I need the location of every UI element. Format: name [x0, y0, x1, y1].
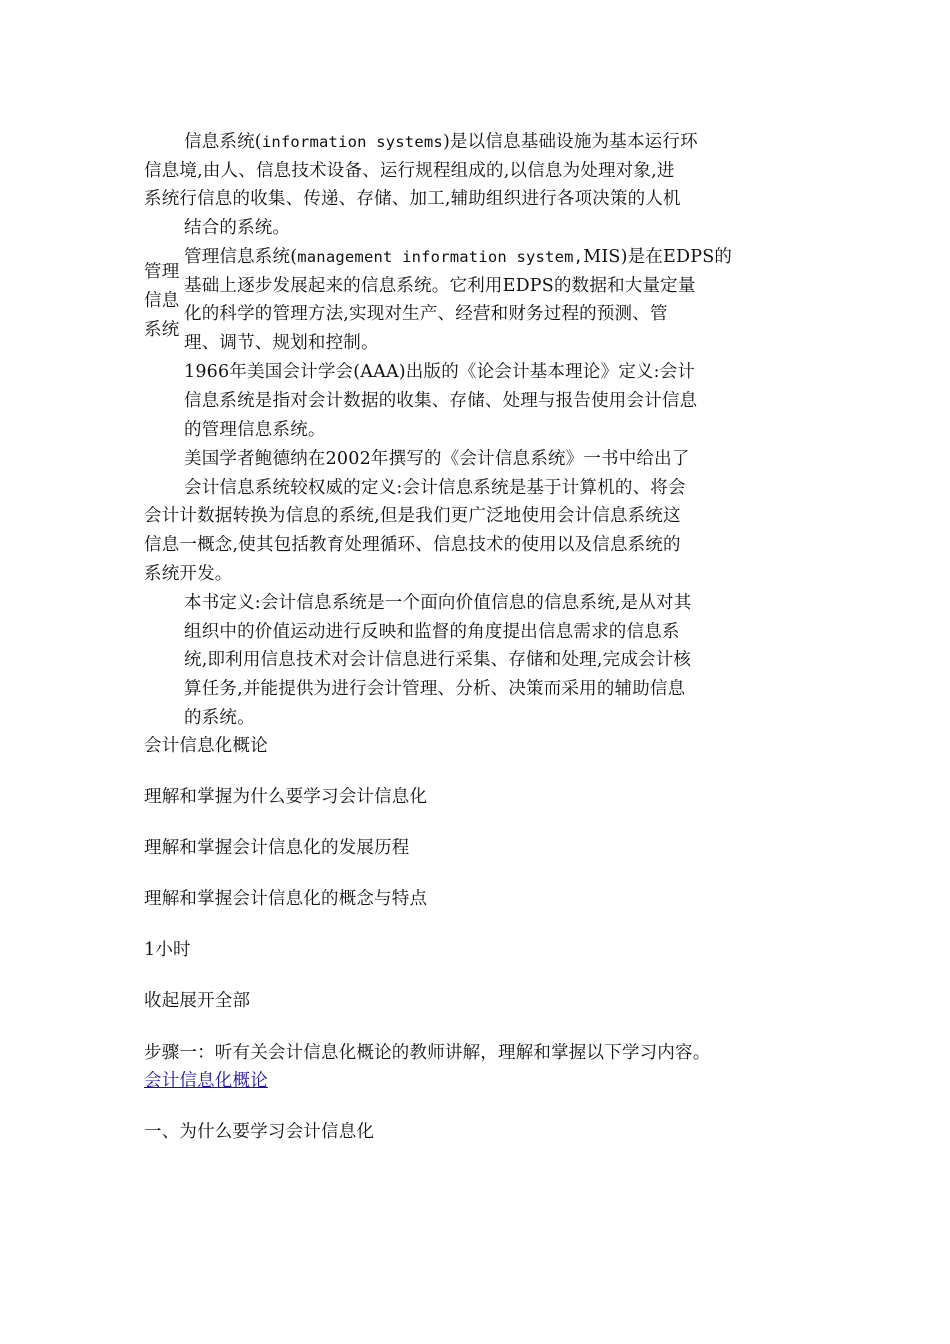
- term-english: management information system,: [297, 248, 584, 266]
- info-system-line-3: 系统行信息的收集、传递、存储、加工,辅助组织进行各项决策的人机: [144, 189, 681, 209]
- text-segment: 管理信息系统(: [184, 247, 298, 267]
- book-line-1: 本书定义:会计信息系统是一个面向价值信息的信息系统,是从对其: [184, 593, 692, 613]
- text-segment: )是以信息基础设施为基本运行环: [442, 132, 698, 152]
- aaa-line-2: 信息系统是指对会计数据的收集、存储、处理与报告使用会计信息: [184, 391, 698, 411]
- mis-side-label-3: 系统: [144, 320, 180, 340]
- bodner-line-4: 信息一概念,使其包括教育处理循环、信息技术的使用以及信息系统的: [144, 535, 681, 555]
- bodner-line-1: 美国学者鲍德纳在2002年撰写的《会计信息系统》一书中给出了: [184, 449, 690, 469]
- lesson-duration: 1小时: [144, 940, 191, 960]
- bodner-line-5: 系统开发。: [144, 564, 233, 584]
- lesson-title: 会计信息化概论: [144, 736, 268, 756]
- section-heading-1: 一、为什么要学习会计信息化: [144, 1122, 375, 1142]
- bodner-line-3: 会计计数据转换为信息的系统,但是我们更广泛地使用会计信息系统这: [144, 506, 681, 526]
- mis-side-label-1: 管理: [144, 262, 180, 282]
- objective-item-1: 理解和掌握为什么要学习会计信息化: [144, 787, 428, 807]
- mis-side-label-2: 信息: [144, 291, 180, 311]
- step-one-text: 步骤一：听有关会计信息化概论的教师讲解，理解和掌握以下学习内容。: [144, 1043, 711, 1063]
- term-english: information systems: [261, 133, 443, 151]
- text-segment: 信息系统(: [184, 132, 262, 152]
- lesson-link[interactable]: 会计信息化概论: [144, 1071, 268, 1091]
- expand-collapse-toggle[interactable]: 收起展开全部: [144, 991, 251, 1011]
- info-system-line-4: 结合的系统。: [184, 218, 291, 238]
- book-line-2: 组织中的价值运动进行反映和监督的角度提出信息需求的信息系: [184, 622, 680, 642]
- book-line-3: 统,即利用信息技术对会计信息进行采集、存储和处理,完成会计核: [184, 650, 692, 670]
- objective-item-2: 理解和掌握会计信息化的发展历程: [144, 838, 410, 858]
- book-line-4: 算任务,并能提供为进行会计管理、分析、决策而采用的辅助信息: [184, 679, 686, 699]
- objective-item-3: 理解和掌握会计信息化的概念与特点: [144, 889, 428, 909]
- mis-line-2: 基础上逐步发展起来的信息系统。它利用EDPS的数据和大量定量: [184, 276, 696, 296]
- mis-line-3: 化的科学的管理方法,实现对生产、经营和财务过程的预测、管: [184, 304, 668, 324]
- aaa-line-1: 1966年美国会计学会(AAA)出版的《论会计基本理论》定义:会计: [184, 362, 696, 382]
- aaa-line-3: 的管理信息系统。: [184, 420, 326, 440]
- book-line-5: 的系统。: [184, 708, 255, 728]
- mis-line-1: [184, 245, 732, 269]
- bodner-line-2: 会计信息系统较权威的定义:会计信息系统是基于计算机的、将会: [184, 478, 686, 498]
- info-system-line-2: 信息境,由人、信息技术设备、运行规程组成的,以信息为处理对象,进: [144, 161, 675, 181]
- text-segment: MIS)是在EDPS的: [583, 247, 733, 267]
- info-system-line-1: [184, 130, 698, 154]
- mis-line-4: 理、调节、规划和控制。: [184, 333, 379, 353]
